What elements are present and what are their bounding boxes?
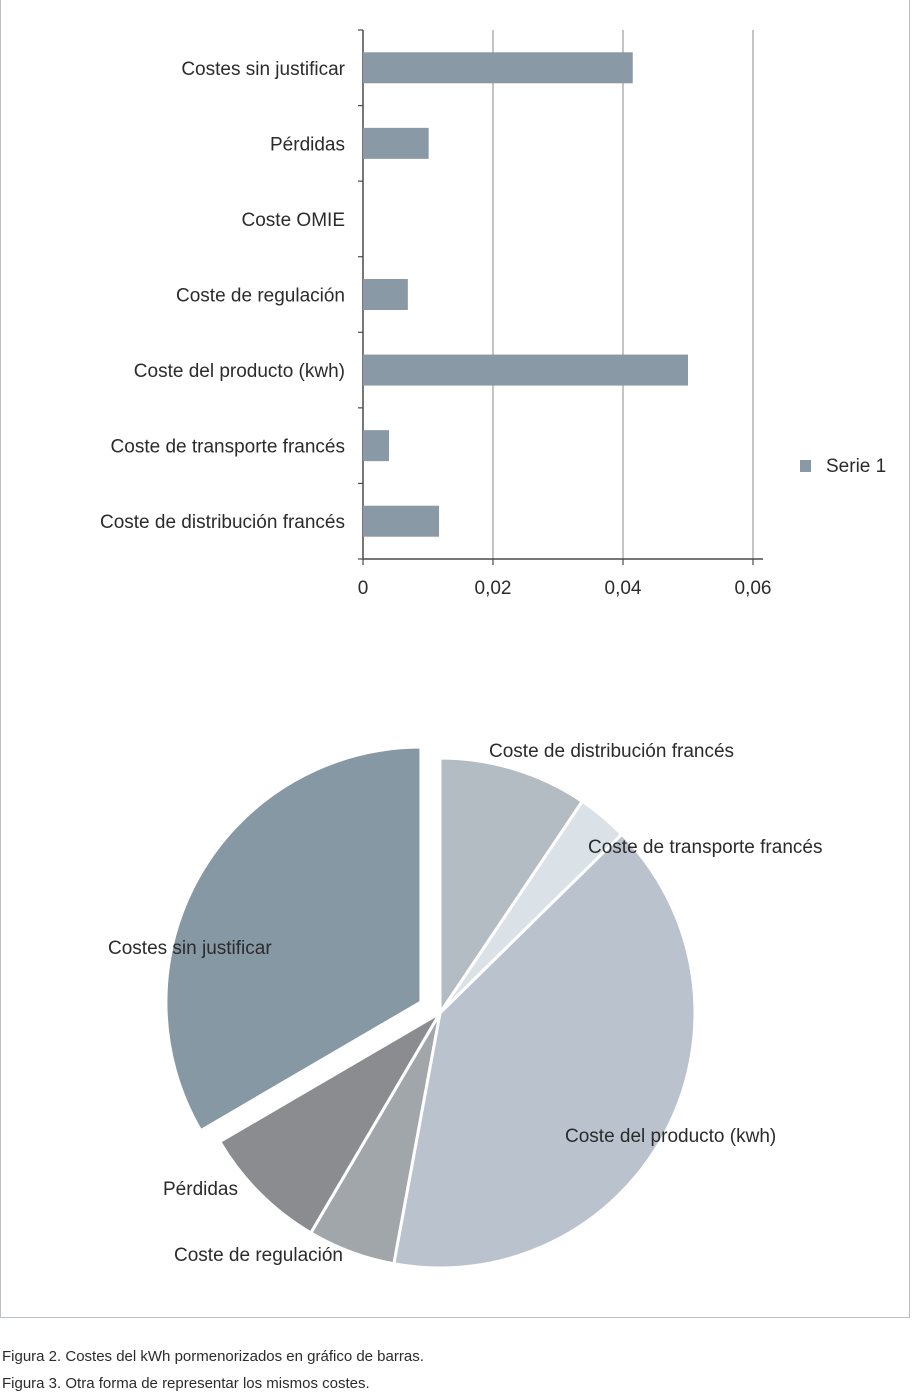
figure-2-caption: Figura 2. Costes del kWh pormenorizados en gráfico de barras. [2, 1348, 424, 1365]
legend-label: Serie 1 [826, 456, 887, 477]
pie-slice-label: Pérdidas [163, 1179, 238, 1200]
category-label: Coste de regulación [176, 285, 345, 307]
captions [2, 1343, 424, 1397]
pie-slice-label: Coste del producto (kwh) [565, 1126, 777, 1147]
category-label: Coste de distribución francés [99, 512, 345, 534]
pie-slice-label: Coste de regulación [174, 1245, 343, 1266]
x-tick-label: 0,06 [734, 578, 772, 599]
figure-3-caption: Figura 3. Otra forma de representar los mismos costes. [2, 1375, 370, 1392]
category-label: Coste de transporte francés [110, 436, 345, 458]
category-label: Pérdidas [270, 134, 345, 156]
category-label: Coste del producto (kwh) [133, 361, 345, 383]
category-label: Costes sin justificar [181, 58, 345, 80]
category-label: Coste OMIE [241, 209, 345, 231]
pie-slice-label: Coste de distribución francés [489, 741, 735, 762]
pie-slice-label: Coste de transporte francés [588, 837, 823, 858]
x-tick-label: 0,02 [474, 578, 512, 599]
pie-slice-label: Costes sin justificar [108, 938, 272, 959]
x-tick-label: 0 [357, 578, 369, 599]
x-tick-label: 0,04 [604, 578, 642, 599]
